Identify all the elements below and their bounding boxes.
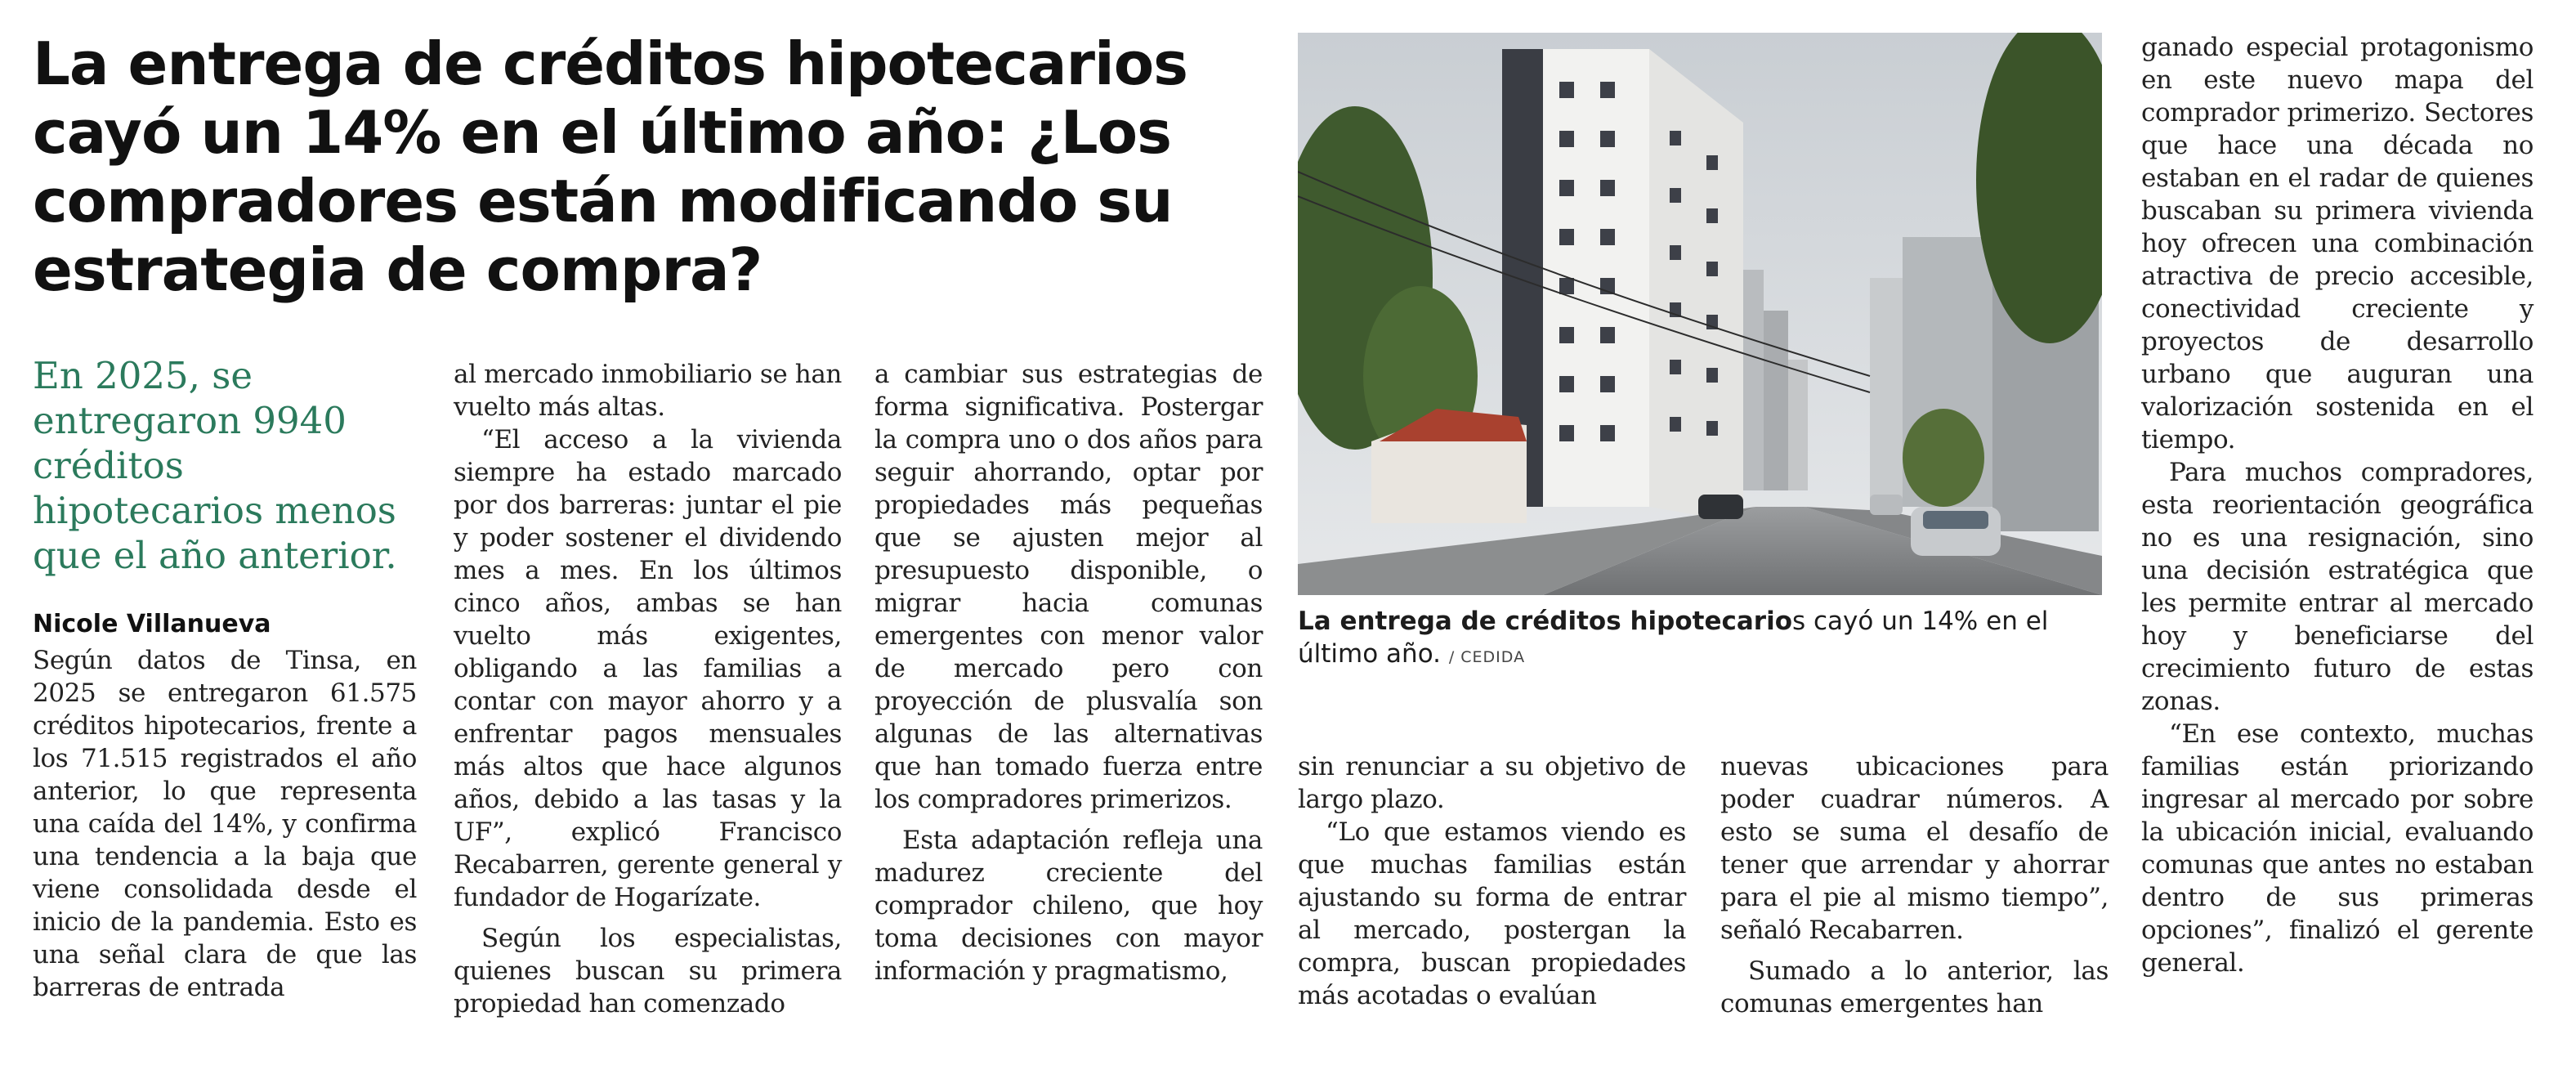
paragraph: Esta adaptación refleja una madurez creciente del comprador chileno, que hoy toma decisiones con mayor información y pragmatismo, (874, 826, 1263, 986)
headline: La entrega de créditos hipotecarios cayó un 14% en el último año: ¿Los compradores están modificando su estrategia de compra? (33, 29, 1188, 304)
paragraph: “En ese contexto, muchas familias están priorizando ingresar al mercado por sobre la ubicación inicial, evaluando comunas que antes no estaban dentro de sus primeras opciones”, finalizó el gerente general. (2141, 719, 2534, 978)
paragraph: “Lo que estamos viendo es que muchas familias están ajustando su forma de entrar al mercado, postergan la compra, buscan propiedades más acotadas o evalúan (1298, 817, 1686, 1010)
article-column-3 (874, 358, 1263, 987)
photo-caption (1298, 605, 2107, 674)
photo-credit: / CEDIDA (1448, 648, 1526, 666)
paragraph: ganado especial protagonismo en este nuevo mapa del comprador primerizo. Sectores que hace una década no estaban en el radar de quienes buscaban su primera vivienda hoy ofrecen una combinación atractiva de precio accesible, conectividad creciente y proyectos de desarrollo urbano que auguran una valorización sostenida en el tiempo. (2141, 33, 2534, 454)
article-column-1 (33, 644, 417, 1004)
article-photo (1298, 33, 2102, 595)
paragraph: Según datos de Tinsa, en 2025 se entregaron 61.575 créditos hipotecarios, frente a los 71.515 registrados el año anterior, lo que representa una caída del 14%, y confirma una tendencia a la baja que viene consolidada desde el inicio de la pandemia. Esto es una señal clara de que las barreras de entrada (33, 646, 417, 1002)
article-column-5 (1720, 750, 2109, 1020)
street-buildings-photo (1298, 33, 2102, 595)
paragraph: “El acceso a la vivienda siempre ha estado marcado por dos barreras: juntar el pie y poder sostener el dividendo mes a mes. En los últimos cinco años, ambas se han vuelto más exigentes, obligando a las familias a contar con mayor ahorro y a enfrentar pagos mensuales más altos que hace algunos años, debido a las tasas y la UF”, explicó Francisco Recabarren, gerente general y fundador de Hogarízate. (454, 425, 842, 912)
paragraph: Para muchos compradores, esta reorientación geográfica no es una resignación, sino una decisión estratégica que les permite entrar al mercado hoy y beneficiarse del crecimiento futuro de estas zonas. (2141, 458, 2534, 716)
author-byline: Nicole Villanueva (33, 610, 271, 638)
caption-text: s cayó un 14% en el último año. (1298, 607, 2049, 669)
article-column-4 (1298, 750, 1686, 1012)
paragraph: nuevas ubicaciones para poder cuadrar números. A esto se suma el desafío de tener que arrendar y ahorrar para el pie al mismo tiempo”, señaló Recabarren. (1720, 752, 2109, 945)
paragraph: sin renunciar a su objetivo de largo plazo. (1298, 752, 1686, 814)
caption-bold-text: La entrega de créditos hipotecario (1298, 607, 1792, 636)
paragraph: Según los especialistas, quienes buscan su primera propiedad han comenzado (454, 924, 842, 1019)
article-column-6 (2141, 31, 2534, 979)
paragraph: al mercado inmobiliario se han vuelto más altas. (454, 360, 842, 422)
paragraph: Sumado a lo anterior, las comunas emergentes han (1720, 956, 2109, 1019)
paragraph: a cambiar sus estrategias de forma significativa. Postergar la compra uno o dos años para seguir ahorrando, optar por propiedades más pequeñas que se ajusten mejor al presupuesto disponible, o migrar hacia comunas emergentes con menor valor de mercado pero con proyección de plusvalía son algunas de las alternativas que han tomado fuerza entre los compradores primerizos. (874, 360, 1263, 814)
article-dek: En 2025, se entregaron 9940 créditos hipotecarios menos que el año anterior. (33, 354, 397, 577)
article-column-2 (454, 358, 842, 1020)
